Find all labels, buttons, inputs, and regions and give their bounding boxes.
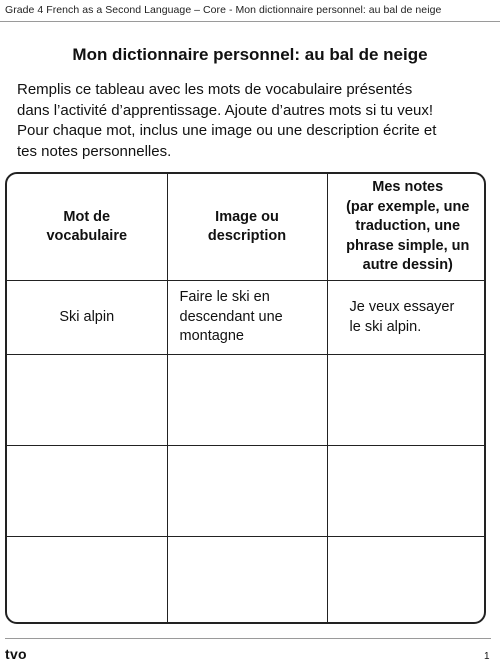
header-line: Image ou (215, 208, 279, 225)
instructions-line: Pour chaque mot, inclus une image ou une description écrite et (17, 122, 437, 139)
header-line: description (207, 228, 287, 244)
word-cell[interactable] (7, 537, 167, 625)
word-text: Ski alpin (59, 308, 115, 325)
instructions (17, 80, 487, 162)
word-cell[interactable] (7, 355, 167, 446)
notes-cell[interactable] (327, 281, 486, 355)
notes-cell[interactable] (327, 537, 486, 625)
page-title: Mon dictionnaire personnel: au bal de neige (72, 45, 428, 64)
description-cell[interactable] (167, 446, 327, 537)
instructions-line: dans l’activité d’apprentissage. Ajoute d’autres mots si tu veux! (17, 101, 434, 119)
description-line: descendant une (179, 308, 283, 325)
description-line: montagne (179, 328, 244, 345)
header-line: autre dessin) (362, 257, 453, 274)
tvo-logo: tvo (5, 646, 27, 662)
notes-line: Je veux essayer (349, 299, 455, 315)
description-line: Faire le ski en (179, 289, 270, 306)
footer-divider (5, 638, 491, 639)
word-cell[interactable] (7, 281, 167, 355)
instructions-line: Remplis ce tableau avec les mots de vocabulaire présentés (17, 81, 413, 98)
table-row-example (7, 281, 486, 355)
instructions-line: tes notes personnelles. (17, 142, 172, 160)
description-cell[interactable] (167, 537, 327, 625)
header-line: phrase simple, un (346, 237, 470, 254)
page-number: 1 (484, 651, 490, 662)
header-text: Grade 4 French as a Second Language – Core - Mon dictionnaire personnel: au bal de neige (5, 4, 442, 16)
document-header (0, 0, 500, 22)
description-cell[interactable] (167, 281, 327, 355)
header-line: vocabulaire (46, 228, 128, 244)
notes-cell[interactable] (327, 446, 486, 537)
word-cell[interactable] (7, 446, 167, 537)
table-header-row (7, 174, 486, 281)
table-row-empty (7, 355, 486, 446)
header-cell-description (167, 174, 327, 281)
header-line: traduction, une (355, 218, 461, 235)
table-row-empty (7, 446, 486, 537)
header-line: (par exemple, une (346, 198, 470, 215)
header-line: Mot de (63, 208, 111, 225)
header-cell-notes (327, 174, 486, 281)
dictionary-table (5, 172, 486, 624)
table-row-empty (7, 537, 486, 625)
notes-line: le ski alpin. (349, 318, 422, 335)
header-cell-word (7, 174, 167, 281)
notes-cell[interactable] (327, 355, 486, 446)
description-cell[interactable] (167, 355, 327, 446)
header-line: Mes notes (372, 179, 444, 196)
